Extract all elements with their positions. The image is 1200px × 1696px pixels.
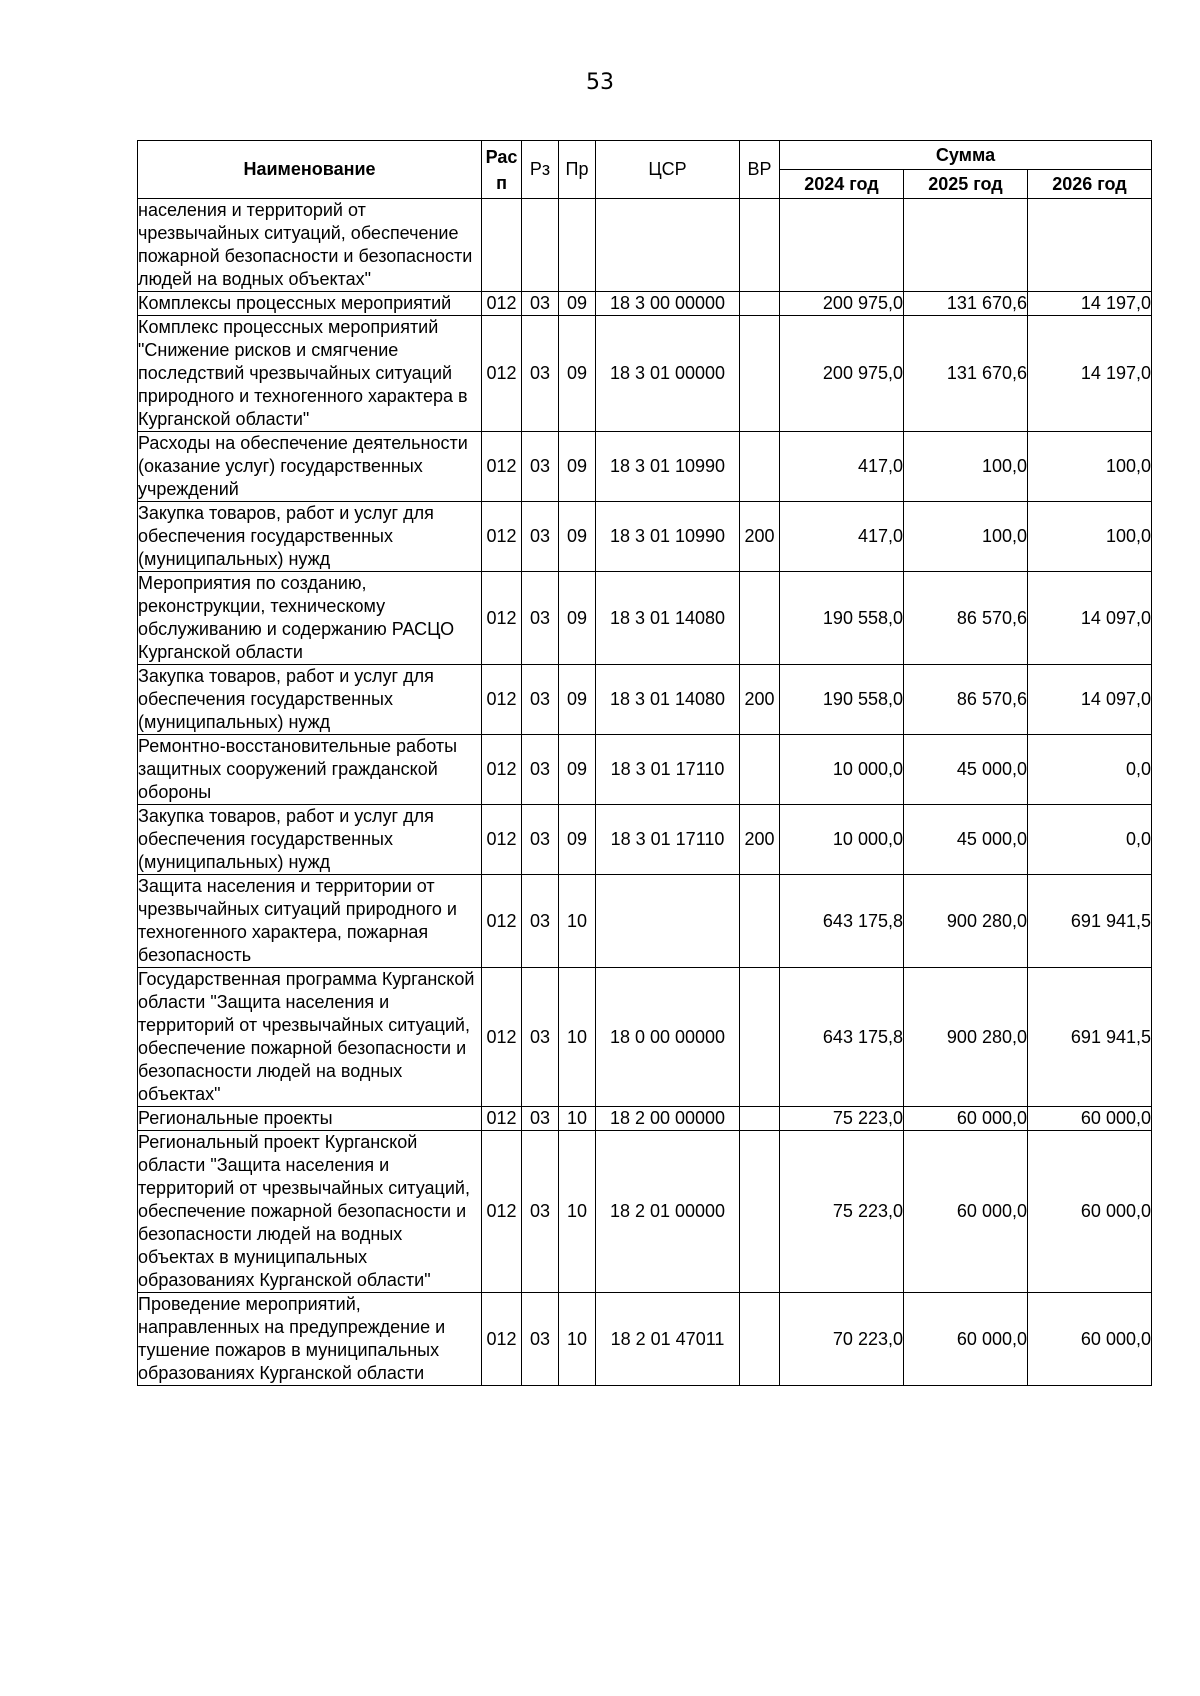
cell-2026: 0,0 <box>1028 805 1152 875</box>
cell-rz: 03 <box>522 572 559 665</box>
cell-name: Мероприятия по созданию, реконструкции, техническому обслуживанию и содержанию РАСЦО Курганской области <box>138 572 482 665</box>
cell-rz: 03 <box>522 665 559 735</box>
page-number: 53 <box>586 70 614 95</box>
cell-rz: 03 <box>522 432 559 502</box>
header-csr: ЦСР <box>596 141 740 199</box>
cell-vr: 200 <box>740 805 780 875</box>
table-row <box>138 432 1152 502</box>
cell-name: Комплексы процессных мероприятий <box>138 292 482 316</box>
cell-2026: 14 097,0 <box>1028 572 1152 665</box>
cell-rasp: 012 <box>482 1293 522 1386</box>
cell-rasp: 012 <box>482 572 522 665</box>
header-pr: Пр <box>559 141 596 199</box>
table-row <box>138 502 1152 572</box>
cell-csr: 18 3 01 17110 <box>596 805 740 875</box>
cell-rasp: 012 <box>482 735 522 805</box>
cell-rasp: 012 <box>482 432 522 502</box>
table-row <box>138 1293 1152 1386</box>
cell-vr <box>740 432 780 502</box>
cell-csr: 18 2 01 47011 <box>596 1293 740 1386</box>
table-row <box>138 199 1152 292</box>
budget-table <box>137 140 1152 1386</box>
cell-csr: 18 3 01 00000 <box>596 316 740 432</box>
cell-2026: 14 197,0 <box>1028 292 1152 316</box>
cell-csr: 18 3 01 14080 <box>596 572 740 665</box>
table-row <box>138 968 1152 1107</box>
cell-rz: 03 <box>522 1293 559 1386</box>
cell-2024: 10 000,0 <box>780 735 904 805</box>
table-row <box>138 665 1152 735</box>
cell-2024: 70 223,0 <box>780 1293 904 1386</box>
cell-2024: 75 223,0 <box>780 1107 904 1131</box>
cell-2024: 190 558,0 <box>780 572 904 665</box>
table-row <box>138 1131 1152 1293</box>
cell-2025: 900 280,0 <box>904 875 1028 968</box>
cell-name: Закупка товаров, работ и услуг для обеспечения государственных (муниципальных) нужд <box>138 665 482 735</box>
cell-rz: 03 <box>522 316 559 432</box>
cell-2025: 100,0 <box>904 502 1028 572</box>
cell-csr <box>596 875 740 968</box>
cell-2025: 86 570,6 <box>904 572 1028 665</box>
cell-rz: 03 <box>522 1131 559 1293</box>
cell-rz: 03 <box>522 735 559 805</box>
cell-vr <box>740 1293 780 1386</box>
header-rasp: Рас п <box>482 141 522 199</box>
cell-name: Региональные проекты <box>138 1107 482 1131</box>
cell-pr: 09 <box>559 502 596 572</box>
cell-vr <box>740 316 780 432</box>
cell-2024: 643 175,8 <box>780 875 904 968</box>
cell-rz: 03 <box>522 875 559 968</box>
header-rz: Рз <box>522 141 559 199</box>
cell-name: Ремонтно-восстановительные работы защитных сооружений гражданской обороны <box>138 735 482 805</box>
cell-2026: 60 000,0 <box>1028 1293 1152 1386</box>
cell-rz: 03 <box>522 502 559 572</box>
cell-2025: 60 000,0 <box>904 1293 1028 1386</box>
cell-2024 <box>780 199 904 292</box>
cell-csr: 18 2 01 00000 <box>596 1131 740 1293</box>
table-row <box>138 316 1152 432</box>
table-row <box>138 1107 1152 1131</box>
header-name: Наименование <box>138 141 482 199</box>
cell-rz: 03 <box>522 968 559 1107</box>
cell-2026: 14 197,0 <box>1028 316 1152 432</box>
cell-2025 <box>904 199 1028 292</box>
cell-2024: 643 175,8 <box>780 968 904 1107</box>
cell-pr: 09 <box>559 292 596 316</box>
cell-pr: 10 <box>559 968 596 1107</box>
cell-name: Защита населения и территории от чрезвычайных ситуаций природного и техногенного характера, пожарная безопасность <box>138 875 482 968</box>
cell-name: Проведение мероприятий, направленных на предупреждение и тушение пожаров в муниципальных образованиях Курганской области <box>138 1293 482 1386</box>
cell-rasp: 012 <box>482 1131 522 1293</box>
header-summa: Сумма <box>780 141 1152 170</box>
cell-vr <box>740 199 780 292</box>
cell-name: Региональный проект Курганской области "Защита населения и территорий от чрезвычайных ситуаций, обеспечение пожарной безопасности и безопасности людей на водных объектах в муниципальных образованиях Курганской области" <box>138 1131 482 1293</box>
cell-csr: 18 3 01 14080 <box>596 665 740 735</box>
cell-2025: 60 000,0 <box>904 1107 1028 1131</box>
table-row <box>138 875 1152 968</box>
cell-pr: 09 <box>559 665 596 735</box>
cell-name: населения и территорий от чрезвычайных ситуаций, обеспечение пожарной безопасности и безопасности людей на водных объектах" <box>138 199 482 292</box>
cell-pr: 10 <box>559 1107 596 1131</box>
cell-name: Комплекс процессных мероприятий "Снижение рисков и смягчение последствий чрезвычайных ситуаций природного и техногенного характера в Курганской области" <box>138 316 482 432</box>
cell-rasp: 012 <box>482 805 522 875</box>
cell-vr: 200 <box>740 665 780 735</box>
cell-2024: 417,0 <box>780 502 904 572</box>
cell-vr <box>740 572 780 665</box>
header-vr: ВР <box>740 141 780 199</box>
cell-pr: 09 <box>559 735 596 805</box>
cell-2024: 200 975,0 <box>780 316 904 432</box>
cell-vr <box>740 1131 780 1293</box>
cell-csr: 18 3 00 00000 <box>596 292 740 316</box>
cell-2026: 14 097,0 <box>1028 665 1152 735</box>
cell-rasp: 012 <box>482 292 522 316</box>
cell-rasp: 012 <box>482 1107 522 1131</box>
cell-pr: 09 <box>559 805 596 875</box>
cell-rz <box>522 199 559 292</box>
cell-2025: 60 000,0 <box>904 1131 1028 1293</box>
cell-pr: 09 <box>559 316 596 432</box>
cell-rasp: 012 <box>482 665 522 735</box>
table-row <box>138 292 1152 316</box>
cell-name: Закупка товаров, работ и услуг для обеспечения государственных (муниципальных) нужд <box>138 502 482 572</box>
cell-vr <box>740 968 780 1107</box>
cell-vr: 200 <box>740 502 780 572</box>
cell-pr <box>559 199 596 292</box>
cell-2026: 100,0 <box>1028 502 1152 572</box>
cell-pr: 10 <box>559 1293 596 1386</box>
cell-name: Государственная программа Курганской области "Защита населения и территорий от чрезвычайных ситуаций, обеспечение пожарной безопасности и безопасности людей на водных объектах" <box>138 968 482 1107</box>
cell-csr <box>596 199 740 292</box>
table-row <box>138 735 1152 805</box>
cell-rasp: 012 <box>482 316 522 432</box>
cell-csr: 18 2 00 00000 <box>596 1107 740 1131</box>
cell-vr <box>740 292 780 316</box>
cell-2025: 86 570,6 <box>904 665 1028 735</box>
cell-csr: 18 0 00 00000 <box>596 968 740 1107</box>
table-body <box>138 199 1152 1386</box>
cell-2025: 45 000,0 <box>904 735 1028 805</box>
cell-rz: 03 <box>522 805 559 875</box>
cell-2026: 691 941,5 <box>1028 968 1152 1107</box>
cell-vr <box>740 875 780 968</box>
cell-pr: 09 <box>559 432 596 502</box>
cell-2026: 100,0 <box>1028 432 1152 502</box>
cell-2025: 900 280,0 <box>904 968 1028 1107</box>
cell-2026 <box>1028 199 1152 292</box>
cell-csr: 18 3 01 10990 <box>596 432 740 502</box>
cell-name: Закупка товаров, работ и услуг для обеспечения государственных (муниципальных) нужд <box>138 805 482 875</box>
cell-rasp: 012 <box>482 875 522 968</box>
cell-2026: 60 000,0 <box>1028 1131 1152 1293</box>
cell-2026: 60 000,0 <box>1028 1107 1152 1131</box>
cell-2025: 45 000,0 <box>904 805 1028 875</box>
table-row <box>138 805 1152 875</box>
cell-pr: 09 <box>559 572 596 665</box>
cell-2024: 75 223,0 <box>780 1131 904 1293</box>
cell-2024: 200 975,0 <box>780 292 904 316</box>
header-2026: 2026 год <box>1028 170 1152 199</box>
cell-2026: 691 941,5 <box>1028 875 1152 968</box>
cell-2026: 0,0 <box>1028 735 1152 805</box>
cell-rasp: 012 <box>482 502 522 572</box>
cell-pr: 10 <box>559 875 596 968</box>
cell-csr: 18 3 01 17110 <box>596 735 740 805</box>
cell-vr <box>740 735 780 805</box>
cell-2024: 10 000,0 <box>780 805 904 875</box>
cell-vr <box>740 1107 780 1131</box>
cell-csr: 18 3 01 10990 <box>596 502 740 572</box>
cell-pr: 10 <box>559 1131 596 1293</box>
cell-2024: 417,0 <box>780 432 904 502</box>
cell-2024: 190 558,0 <box>780 665 904 735</box>
cell-2025: 131 670,6 <box>904 316 1028 432</box>
cell-2025: 131 670,6 <box>904 292 1028 316</box>
table-row <box>138 572 1152 665</box>
cell-rz: 03 <box>522 292 559 316</box>
cell-rasp: 012 <box>482 968 522 1107</box>
cell-2025: 100,0 <box>904 432 1028 502</box>
header-2025: 2025 год <box>904 170 1028 199</box>
cell-name: Расходы на обеспечение деятельности (оказание услуг) государственных учреждений <box>138 432 482 502</box>
cell-rasp <box>482 199 522 292</box>
cell-rz: 03 <box>522 1107 559 1131</box>
header-2024: 2024 год <box>780 170 904 199</box>
